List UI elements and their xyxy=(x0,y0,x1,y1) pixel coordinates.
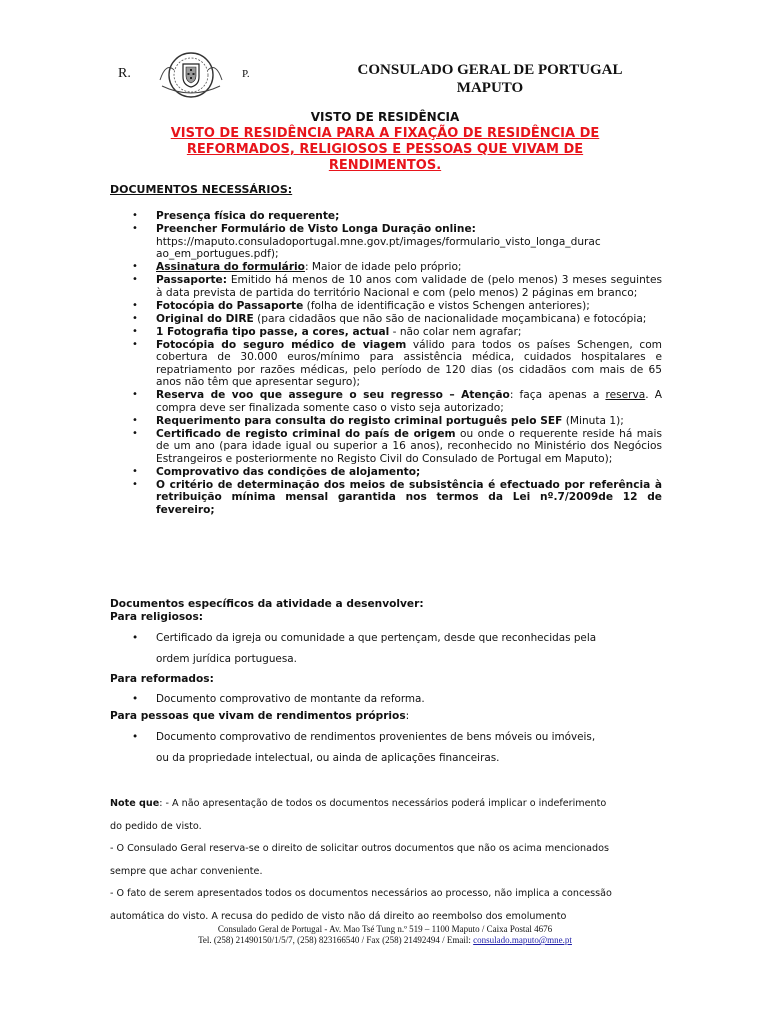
note-line xyxy=(110,793,670,816)
religious-heading: Para religiosos: xyxy=(110,611,203,623)
item-bold-text: Presença física do requerente; xyxy=(156,210,340,222)
list-item xyxy=(110,428,662,466)
item-text: ou onde o requerente reside há mais de um ano (para idade igual ou superior a 16 anos), reconhecido no Ministério dos Negócios Estrangeiros e posteriormente no Registo Civil do Consulado de Portugal em Maputo); xyxy=(156,427,663,465)
requirements-list xyxy=(110,210,662,517)
list-item xyxy=(110,689,670,710)
item-text: : faça apenas a xyxy=(509,389,606,401)
visa-type-title-line1: VISTO DE RESIDÊNCIA PARA A FIXAÇÃO DE RESIDÊNCIA DE xyxy=(170,126,600,141)
income-heading-text: Para pessoas que vivam de rendimentos próprios xyxy=(110,710,406,722)
bullet-icon: • xyxy=(132,414,138,426)
bullet-icon: • xyxy=(132,389,138,400)
retired-heading: Para reformados: xyxy=(110,673,214,685)
item-text: ou da propriedade intelectual, ou ainda de aplicações financeiras. xyxy=(156,752,500,764)
note-line: sempre que achar conveniente. xyxy=(110,865,263,877)
list-item xyxy=(110,210,662,223)
item-bold-text: Certificado de registo criminal do país de origem xyxy=(156,427,456,440)
bullet-icon: • xyxy=(132,338,138,350)
bullet-icon: • xyxy=(132,693,139,705)
list-item xyxy=(110,466,662,479)
form-link-cont: ao_em_portugues.pdf); xyxy=(156,248,279,260)
income-heading xyxy=(110,710,670,723)
bullet-icon: • xyxy=(132,731,139,743)
item-bold-text: Assinatura do formulário xyxy=(156,261,305,273)
note-line: - O fato de serem apresentados todos os documentos necessários ao processo, não implica a concessão xyxy=(110,888,612,900)
bullet-icon: • xyxy=(132,299,138,311)
consulate-title xyxy=(330,61,650,97)
consulate-title-line1: CONSULADO GERAL DE PORTUGAL xyxy=(357,62,623,78)
specific-documents-heading: Documentos específicos da atividade a desenvolver: xyxy=(110,598,424,610)
item-bold-text: Original do DIRE xyxy=(156,312,254,325)
visa-type-title xyxy=(130,126,640,174)
bullet-icon: • xyxy=(132,261,138,272)
item-bold-text: O critério de determinação dos meios de subsistência é efectuado por referência à retribuição mínima mensal garantida nos termos da Lei nº.7/2009de 12 de fevereiro; xyxy=(156,478,662,516)
item-text: (Minuta 1); xyxy=(562,414,624,427)
item-text: ordem jurídica portuguesa. xyxy=(156,653,297,665)
note-text: : - A não apresentação de todos os documentos necessários poderá implicar o indeferimento xyxy=(159,798,607,809)
item-text: - não colar nem agrafar; xyxy=(389,325,522,338)
bullet-icon: • xyxy=(132,478,138,490)
footer-phone-fax: Tel. (258) 21490150/1/5/7, (258) 823166540 / Fax (258) 21492494 / Email: xyxy=(198,935,474,945)
list-item xyxy=(110,479,662,517)
list-item xyxy=(110,300,662,313)
item-bold-text: Reserva de voo que assegure o seu regresso – Atenção xyxy=(156,389,510,401)
footer-contacts xyxy=(0,935,770,946)
item-bold-text: Fotocópia do seguro médico de viagem xyxy=(156,338,407,351)
form-link[interactable]: https://maputo.consuladoportugal.mne.gov.pt/images/formulario_visto_longa_durac xyxy=(156,235,601,248)
specific-documents-section xyxy=(110,598,670,769)
list-item xyxy=(110,274,662,299)
bullet-icon: • xyxy=(132,632,139,644)
footer-address: Consulado Geral de Portugal - Av. Mao Tsé Tung n.º 519 – 1100 Maputo / Caixa Postal 4676 xyxy=(217,924,553,934)
bullet-icon: • xyxy=(132,210,138,221)
header-left-letter: R. xyxy=(118,66,131,81)
bullet-icon: • xyxy=(132,427,138,439)
list-item xyxy=(110,727,670,769)
item-text: válido para todos os países Schengen, com cobertura de 30.000 euros/mínimo para assistência médica, cuidados hospitalares e repatriamento por razões médicas, pelo período de 120 dias (os cidadãos com mais de 65 anos não têm que apresentar seguro); xyxy=(156,338,662,388)
list-item xyxy=(110,628,670,670)
bullet-icon: • xyxy=(132,312,138,324)
consulate-title-line2: MAPUTO xyxy=(456,80,524,96)
item-bold-text: Preencher Formulário de Visto Longa Duração online: xyxy=(156,223,476,235)
item-bold-text: Requerimento para consulta do registo criminal português pelo SEF xyxy=(156,414,563,427)
portugal-coat-of-arms-icon xyxy=(150,50,232,100)
notes-section xyxy=(110,793,670,929)
list-item xyxy=(110,223,662,261)
item-text: (folha de identificação e vistos Schengen anteriores); xyxy=(303,299,590,312)
note-line: automática do visto. A recusa do pedido de visto não dá direito ao reembolso dos emolumento xyxy=(110,910,567,922)
list-item xyxy=(110,326,662,339)
list-item xyxy=(110,261,662,274)
item-text: Documento comprovativo de rendimentos provenientes de bens móveis ou imóveis, xyxy=(156,731,596,743)
bullet-icon: • xyxy=(132,465,138,477)
visa-type-title-line2: REFORMADOS, RELIGIOSOS E PESSOAS QUE VIVAM DE xyxy=(186,142,584,157)
income-heading-colon: : xyxy=(405,710,410,722)
list-item xyxy=(110,415,662,428)
list-item xyxy=(110,313,662,326)
item-text: Documento comprovativo de montante da reforma. xyxy=(156,693,425,705)
item-text: : Maior de idade pelo próprio; xyxy=(304,261,462,273)
footer-email-link[interactable]: consulado.maputo@mne.pt xyxy=(473,935,572,945)
header-right-letter: P. xyxy=(242,68,250,80)
visa-type-title-line3: RENDIMENTOS. xyxy=(328,158,442,173)
notes-label: Note que xyxy=(110,798,160,809)
item-bold-text: Passaporte: xyxy=(156,274,227,286)
required-documents-heading: DOCUMENTOS NECESSÁRIOS: xyxy=(110,183,293,196)
list-item xyxy=(110,389,662,414)
item-text: Emitido há menos de 10 anos com validade de (pelo menos) 3 meses seguintes à data prevista de partida do território Nacional e com (pelo menos) 2 páginas em branco; xyxy=(156,274,662,299)
document-title: VISTO DE RESIDÊNCIA xyxy=(310,110,460,124)
item-text: (para cidadãos que não são de nacionalidade moçambicana) e fotocópia; xyxy=(253,312,647,325)
note-line: - O Consulado Geral reserva-se o direito de solicitar outros documentos que não os acima mencionados xyxy=(110,843,609,855)
item-bold-text: Fotocópia do Passaporte xyxy=(156,299,304,312)
list-item xyxy=(110,339,662,389)
item-bold-text: 1 Fotografia tipo passe, a cores, actual xyxy=(156,325,390,338)
note-line: do pedido de visto. xyxy=(110,820,202,832)
item-text: Certificado da igreja ou comunidade a que pertençam, desde que reconhecidas pela xyxy=(156,632,597,644)
bullet-icon: • xyxy=(132,223,138,234)
item-bold-text: Comprovativo das condições de alojamento; xyxy=(156,465,421,478)
item-text: . A compra deve ser finalizada somente caso o visto seja autorizado; xyxy=(156,389,663,414)
item-underlined-text: reserva xyxy=(605,389,646,401)
page-footer xyxy=(0,924,770,946)
bullet-icon: • xyxy=(132,274,138,285)
bullet-icon: • xyxy=(132,325,138,337)
